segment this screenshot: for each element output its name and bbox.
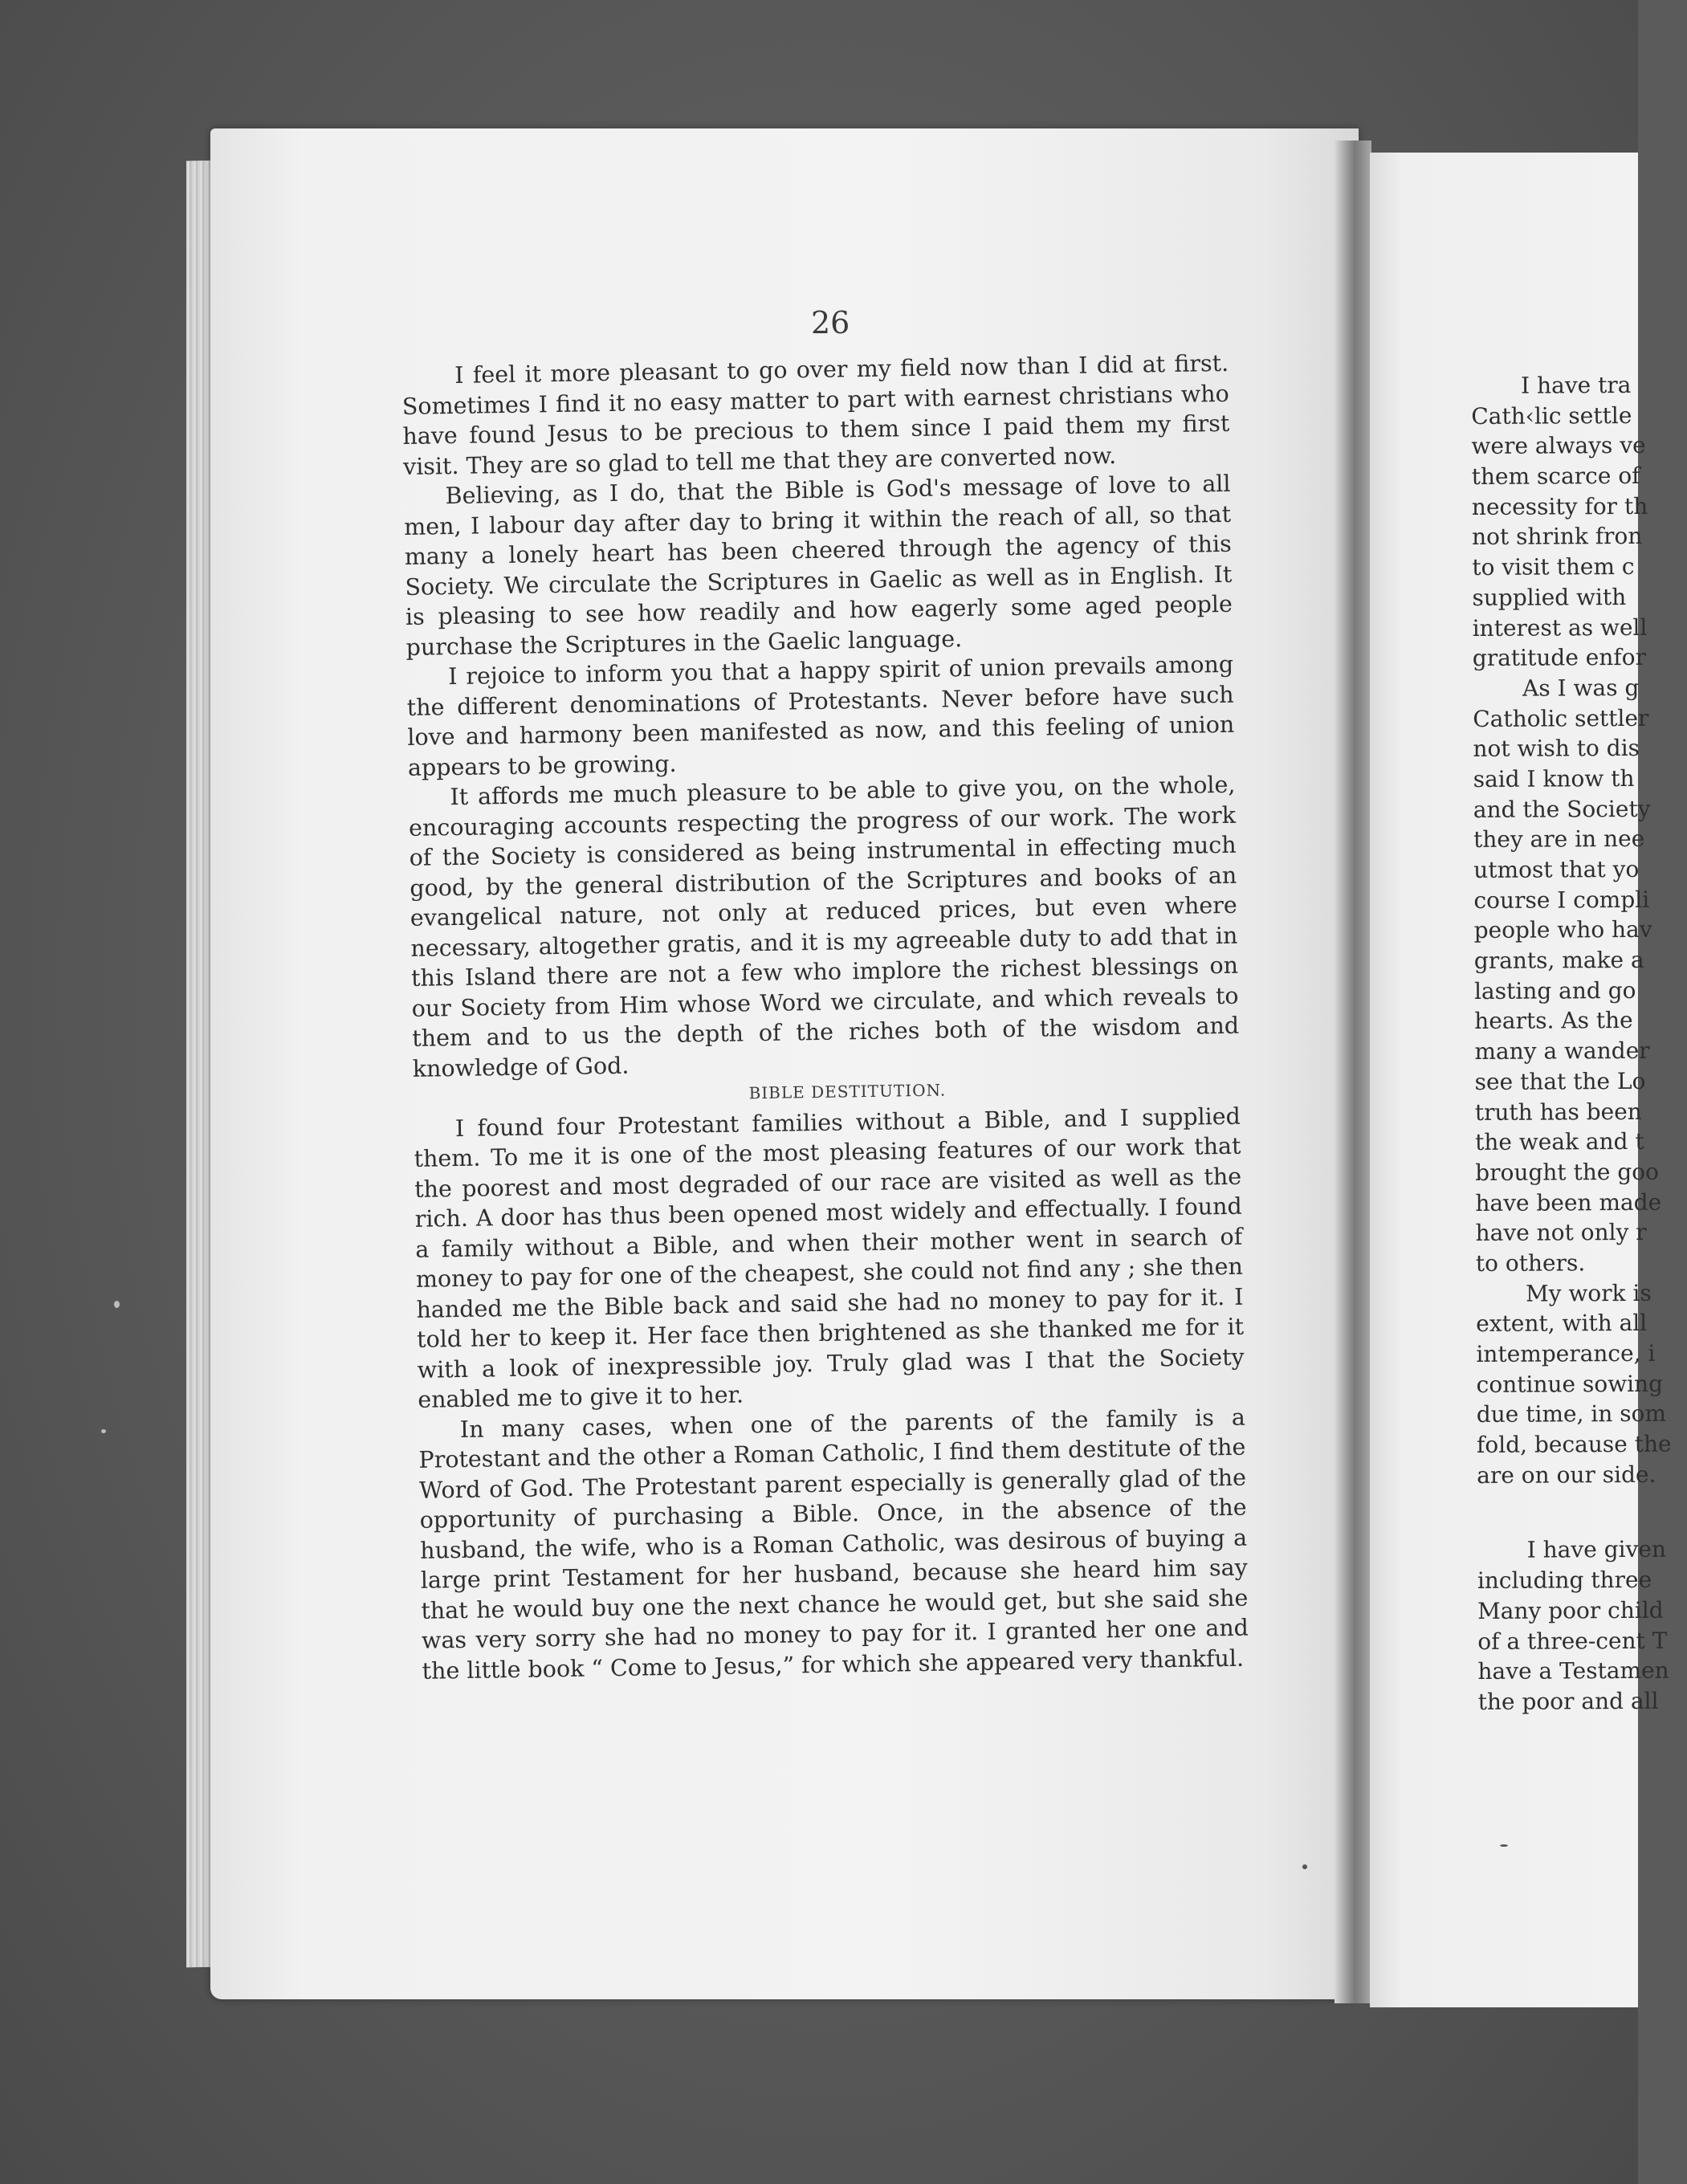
text-line: of a three-cent T — [1477, 1627, 1668, 1655]
text-line: including three — [1477, 1566, 1652, 1595]
text-line: said I know th — [1473, 764, 1635, 793]
text-line: people who hav — [1473, 916, 1652, 944]
text-line: not shrink fron — [1471, 523, 1643, 551]
text-line: have a Testamen — [1477, 1656, 1669, 1685]
text-line: As I was g — [1522, 674, 1640, 702]
text-line: many a wander — [1474, 1037, 1650, 1066]
text-line: I have tra — [1521, 371, 1632, 399]
text-line: them scarce of — [1471, 462, 1640, 491]
text-line: hearts. As the — [1474, 1007, 1633, 1035]
paragraph: In many cases, when one of the parents of the family is a Protestant and the other a Roman Catholic, I find them destitute of the Word of God. The Protestant parent especially is generally glad of the opportunity of purchasing a Bible. Once, in the absence of the husband, the wife, who is a Roman Catholic, was desirous of buying a large print Testament for her husband, because she heard him say that he would buy one the next chance he would get, but she said she was very sorry she had no money to pay for it. I granted her one and the little book “ Come to Jesus,” for which she appeared very thankful. — [418, 1404, 1249, 1685]
text-line: continue sowing — [1476, 1370, 1664, 1398]
text-line: supplied with — [1472, 583, 1627, 611]
text-line: interest as well — [1472, 613, 1648, 642]
text-line: truth has been — [1474, 1098, 1642, 1126]
text-line: to others. — [1475, 1249, 1586, 1277]
text-line: grants, make a — [1473, 946, 1644, 975]
dust-speck — [1500, 1844, 1508, 1847]
text-line: brought the goo — [1475, 1158, 1660, 1186]
text-line: necessity for th — [1471, 492, 1648, 520]
text-line: to visit them c — [1472, 553, 1635, 581]
text-line: the poor and all — [1477, 1687, 1659, 1715]
text-line: they are in nee — [1473, 825, 1645, 854]
text-line: extent, with all — [1476, 1310, 1648, 1338]
text-line: and the Society — [1473, 795, 1651, 823]
text-line: have not only r — [1475, 1219, 1647, 1247]
text-line: are on our side. — [1477, 1461, 1656, 1489]
text-line: have been made — [1475, 1188, 1662, 1216]
paragraph: Believing, as I do, that the Bible is God's message of love to all men, I labour day after day to bring it within the reach of all, so that many a lonely heart has been cheered through the agency of this Society. We circulate the Scriptures in Gaelic as well as in English. It is pleasing to see how readily and how eagerly some aged people purchase the Scriptures in the Gaelic language. — [403, 470, 1233, 661]
right-page-text — [1471, 370, 1687, 1717]
text-line: intemperance, i — [1476, 1339, 1656, 1367]
paragraph: I rejoice to inform you that a happy spirit of union prevails among the different denominations of Protestants. Never before have such love and harmony been manifested as now, and this feeling of union appears to be growing. — [406, 650, 1235, 781]
dust-speck — [114, 1301, 120, 1308]
text-line: gratitude enfor — [1472, 644, 1647, 672]
text-line: due time, in som — [1476, 1400, 1667, 1428]
book-gutter — [1335, 141, 1371, 2003]
text-line: not wish to dis — [1473, 735, 1640, 763]
text-line: see that the Lo — [1474, 1067, 1646, 1095]
text-line: Catholic settler — [1473, 704, 1649, 732]
text-line: I have given — [1526, 1536, 1667, 1564]
text-line: course I compli — [1473, 886, 1650, 914]
paragraph: I feel it more pleasant to go over my field now than I did at first. Sometimes I find it no easy matter to part with earnest christians who have found Jesus to be precious to them since I paid them my first visit. They are so glad to tell me that they are converted now. — [401, 349, 1230, 480]
text-line: Many poor child — [1477, 1596, 1664, 1624]
left-page-text — [401, 348, 1249, 1686]
section-heading: BIBLE DESTITUTION. — [748, 1080, 947, 1103]
text-line: were always ve — [1471, 432, 1646, 460]
page-number: 26 — [811, 305, 850, 340]
text-line: My work is — [1525, 1279, 1652, 1307]
text-line: lasting and go — [1473, 976, 1636, 1004]
paragraph: I found four Protestant families without a Bible, and I supplied them. To me it is one of the most pleasing features of our work that the poorest and most degraded of our race are visited as well as the rich. A door has thus been opened most widely and effectually. I found a family without a Bible, and when their mother went in search of money to pay for one of the cheapest, she could not find any ; she then handed me the Bible back and said she had no money to pay for it. I told her to keep it. Her face then brightened as she thanked me for it with a look of inexpressible joy. Truly glad was I that the Society enabled me to give it to her. — [414, 1102, 1245, 1413]
text-line: fold, because the — [1476, 1430, 1672, 1459]
text-line: the weak and t — [1474, 1128, 1644, 1156]
text-line: utmost that yo — [1473, 855, 1640, 883]
dust-speck — [1302, 1864, 1307, 1869]
text-line: Cath‹lic settle — [1471, 401, 1632, 430]
paragraph: It affords me much pleasure to be able to give you, on the whole, encouraging accounts respecting the progress of our work. The work of the Society is considered as being instrumental in effecting much good, by the general distribution of the Scriptures and books of an evangelical nature, not only at reduced prices, but even where necessary, altogether gratis, and it is my agreeable duty to add that in this Island there are not a few who implore the richest blessings on our Society from Him whose Word we circulate, and which reveals to them and to us the depth of the riches both of the wisdom and knowledge of God. — [408, 771, 1240, 1082]
dust-speck — [101, 1429, 106, 1433]
